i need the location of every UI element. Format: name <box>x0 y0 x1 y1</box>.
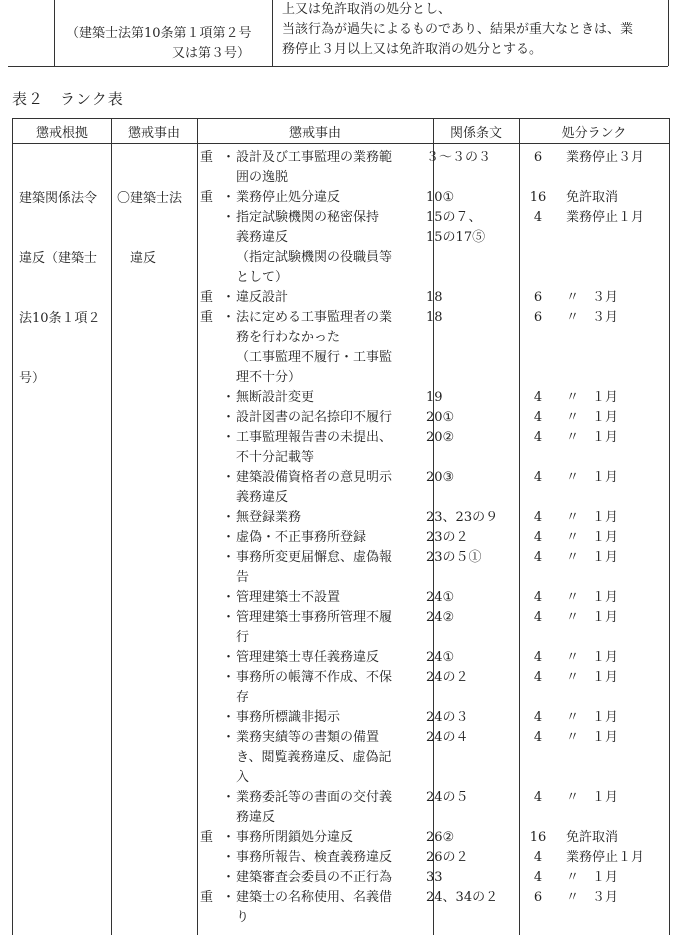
violation-line: 事務所変更届懈怠、虚偽報 <box>236 550 393 565</box>
severity-mark: 重 <box>200 830 214 845</box>
rank-number: 4 <box>533 430 543 445</box>
article-line: 26の２ <box>426 850 469 865</box>
header-basis: 懲戒根拠 <box>35 126 88 141</box>
violation-text <box>236 608 420 648</box>
article-ref <box>426 888 498 908</box>
reason-line: 違反 <box>117 251 157 266</box>
violation-line: 不十分記載等 <box>236 450 315 465</box>
rank-text: 〃 １月 <box>566 430 619 445</box>
rank-text: 〃 １月 <box>566 710 619 725</box>
article-line: 24、34の２ <box>426 890 499 905</box>
rank-text: 〃 １月 <box>566 790 619 805</box>
article-line: 20② <box>426 430 455 445</box>
rank-text: 免許取消 <box>566 830 619 845</box>
prev-text <box>282 0 668 60</box>
violation-line: 事務所閉鎖処分違反 <box>236 830 354 845</box>
article-ref <box>426 828 454 848</box>
violation-line: 事務所標識非掲示 <box>236 710 341 725</box>
basis-line: 法10条１項２ <box>19 311 101 326</box>
article-line: 19 <box>426 390 443 405</box>
rank-number: 4 <box>533 210 543 225</box>
bullet-mark: ・ <box>222 870 236 885</box>
prev-text-line: 上又は免許取消の処分とし、 <box>282 2 452 17</box>
rank-number: 4 <box>533 790 543 805</box>
bullet-mark: ・ <box>222 830 236 845</box>
violation-line: 管理建築士不設置 <box>236 590 341 605</box>
column-divider <box>272 0 273 66</box>
rank-text: 免許取消 <box>566 190 619 205</box>
violation-text <box>236 468 420 508</box>
violation-line: （工事監理不履行・工事監 <box>236 350 393 365</box>
bullet-mark: ・ <box>222 730 236 745</box>
bullet-mark: ・ <box>222 470 236 485</box>
rank-text: 〃 １月 <box>566 590 619 605</box>
violation-line: 入 <box>236 770 250 785</box>
rank-number: 16 <box>529 190 547 205</box>
rank-text: 〃 １月 <box>566 870 619 885</box>
bullet-mark: ・ <box>222 790 236 805</box>
article-ref <box>426 288 443 308</box>
violation-line: 義務違反 <box>236 490 289 505</box>
violation-text <box>236 288 420 308</box>
prev-text-line: 務停止３月以上又は免許取消の処分とする。 <box>282 42 543 57</box>
violation-text <box>236 388 420 408</box>
violation-line: 行 <box>236 630 250 645</box>
article-ref <box>426 648 454 668</box>
bullet-mark: ・ <box>222 210 236 225</box>
rank-text: 〃 １月 <box>566 730 619 745</box>
rank-text: 〃 １月 <box>566 530 619 545</box>
rank-number: 4 <box>533 730 543 745</box>
severity-mark: 重 <box>200 190 214 205</box>
violation-line: として） <box>236 270 289 285</box>
article-ref <box>426 408 454 428</box>
rank-number: 6 <box>533 890 543 905</box>
rank-text: 業務停止１月 <box>566 210 645 225</box>
article-ref <box>426 208 485 248</box>
bullet-mark: ・ <box>222 510 236 525</box>
violation-text <box>236 208 420 288</box>
header-reason: 懲戒事由 <box>127 126 180 141</box>
header-article: 関係条文 <box>449 126 502 141</box>
article-line: 23の２ <box>426 530 469 545</box>
bullet-mark: ・ <box>222 290 236 305</box>
bullet-mark: ・ <box>222 850 236 865</box>
violation-text <box>236 308 420 388</box>
violation-line: 設計及び工事監理の業務範 <box>236 150 393 165</box>
violation-text <box>236 708 420 728</box>
violation-text <box>236 868 420 888</box>
violation-line: 無断設計変更 <box>236 390 315 405</box>
rank-number: 4 <box>533 610 543 625</box>
basis-cell <box>19 149 101 429</box>
article-line: 24① <box>426 650 455 665</box>
column-divider <box>54 0 55 66</box>
bullet-mark: ・ <box>222 410 236 425</box>
rank-number: 4 <box>533 530 543 545</box>
article-ref <box>426 528 469 548</box>
bullet-mark: ・ <box>222 670 236 685</box>
rank-number: 4 <box>533 510 543 525</box>
violation-text <box>236 888 420 928</box>
rank-text: 業務停止１月 <box>566 850 645 865</box>
column-divider <box>668 0 669 66</box>
article-line: 18 <box>426 290 443 305</box>
rank-number: 6 <box>533 310 543 325</box>
violation-line: 義務違反 <box>236 230 289 245</box>
violation-line: り <box>236 910 250 925</box>
bullet-mark: ・ <box>222 390 236 405</box>
violation-text <box>236 668 420 708</box>
column-divider <box>111 119 112 935</box>
prev-note-line2: 又は第３号） <box>172 46 251 61</box>
violation-text <box>236 848 420 868</box>
rank-number: 4 <box>533 590 543 605</box>
violation-text <box>236 728 420 788</box>
violation-line: 設計図書の記名捺印不履行 <box>236 410 393 425</box>
rank-number: 4 <box>533 670 543 685</box>
violation-line: 理不十分） <box>236 370 302 385</box>
article-line: 24の５ <box>426 790 469 805</box>
article-line: 20③ <box>426 470 455 485</box>
violation-line: 告 <box>236 570 250 585</box>
violation-line: 建築設備資格者の意見明示 <box>236 470 393 485</box>
article-ref <box>426 388 443 408</box>
header-rank: 処分ランク <box>561 126 627 141</box>
article-ref <box>426 548 482 568</box>
article-ref <box>426 428 454 448</box>
article-ref <box>426 588 454 608</box>
violation-line: （指定試験機関の役職員等 <box>236 250 393 265</box>
article-line: 15の17⑤ <box>426 230 486 245</box>
prev-text-line: 当該行為が過失によるものであり、結果が重大なときは、業 <box>282 22 634 37</box>
rank-text: 〃 １月 <box>566 670 619 685</box>
violation-line: 違反設計 <box>236 290 289 305</box>
violation-line: 工事監理報告書の未提出、 <box>236 430 393 445</box>
violation-line: 業務停止処分違反 <box>236 190 341 205</box>
article-ref <box>426 868 443 888</box>
article-ref <box>426 468 454 488</box>
article-line: 24の２ <box>426 670 469 685</box>
article-line: ３～３の３ <box>426 150 492 165</box>
previous-table-fragment <box>8 0 668 67</box>
violation-text <box>236 148 420 188</box>
article-ref <box>426 788 469 808</box>
article-line: 26② <box>426 830 455 845</box>
bullet-mark: ・ <box>222 150 236 165</box>
bullet-mark: ・ <box>222 530 236 545</box>
rank-text: 〃 １月 <box>566 510 619 525</box>
violation-line: 建築審査会委員の不正行為 <box>236 870 393 885</box>
article-line: 24① <box>426 590 455 605</box>
severity-mark: 重 <box>200 150 214 165</box>
rank-text: 〃 ３月 <box>566 310 619 325</box>
rank-number: 4 <box>533 870 543 885</box>
rank-text: 〃 １月 <box>566 610 619 625</box>
violation-text <box>236 428 420 468</box>
article-line: 20① <box>426 410 455 425</box>
bullet-mark: ・ <box>222 610 236 625</box>
violation-text <box>236 508 420 528</box>
bullet-mark: ・ <box>222 590 236 605</box>
article-ref <box>426 728 469 748</box>
article-ref <box>426 608 454 628</box>
article-ref <box>426 508 498 528</box>
bullet-mark: ・ <box>222 190 236 205</box>
violation-line: 無登録業務 <box>236 510 302 525</box>
basis-line: 建築関係法令 <box>19 191 98 206</box>
header-reason-detail: 懲戒事由 <box>288 126 341 141</box>
article-line: 24② <box>426 610 455 625</box>
article-ref <box>426 848 469 868</box>
violation-text <box>236 648 420 668</box>
prev-note-line1: （建築士法第10条第１項第２号 <box>66 26 252 41</box>
article-line: 10① <box>426 190 455 205</box>
violation-text <box>236 828 420 848</box>
violation-text <box>236 188 420 208</box>
violation-line: 業務実績等の書類の備置 <box>236 730 380 745</box>
violation-line: 虚偽・不正事務所登録 <box>236 530 367 545</box>
article-line: 24の３ <box>426 710 469 725</box>
basis-line: 違反（建築士 <box>19 251 98 266</box>
bullet-mark: ・ <box>222 310 236 325</box>
rank-number: 6 <box>533 290 543 305</box>
bullet-mark: ・ <box>222 650 236 665</box>
bullet-mark: ・ <box>222 430 236 445</box>
rank-text: 〃 ３月 <box>566 890 619 905</box>
violation-line: 管理建築士事務所管理不履 <box>236 610 393 625</box>
rank-number: 4 <box>533 850 543 865</box>
rank-text: 〃 ３月 <box>566 290 619 305</box>
bullet-mark: ・ <box>222 890 236 905</box>
article-ref <box>426 668 469 688</box>
violation-text <box>236 588 420 608</box>
article-line: 18 <box>426 310 443 325</box>
violation-line: 事務所報告、検査義務違反 <box>236 850 393 865</box>
rank-number: 4 <box>533 390 543 405</box>
violation-line: 務を行わなかった <box>236 330 341 345</box>
rank-text: 〃 １月 <box>566 410 619 425</box>
article-ref <box>426 708 469 728</box>
article-line: 33 <box>426 870 443 885</box>
rank-number: 4 <box>533 550 543 565</box>
violation-text <box>236 528 420 548</box>
article-ref <box>426 148 491 168</box>
severity-mark: 重 <box>200 310 214 325</box>
bullet-mark: ・ <box>222 710 236 725</box>
rank-number: 4 <box>533 710 543 725</box>
violation-line: 事務所の帳簿不作成、不保 <box>236 670 393 685</box>
violation-line: 業務委託等の書面の交付義 <box>236 790 393 805</box>
rank-number: 16 <box>529 830 547 845</box>
basis-line: 号） <box>19 371 46 386</box>
violation-line: 存 <box>236 690 250 705</box>
article-line: 23の５① <box>426 550 482 565</box>
column-divider <box>197 119 198 935</box>
rank-text: 〃 １月 <box>566 650 619 665</box>
table-caption: 表２ ランク表 <box>12 90 124 108</box>
article-line: 24の４ <box>426 730 469 745</box>
violation-text <box>236 548 420 588</box>
rank-text: 〃 １月 <box>566 550 619 565</box>
violation-text <box>236 788 420 828</box>
rank-text: 〃 １月 <box>566 470 619 485</box>
violation-line: 務違反 <box>236 810 276 825</box>
rank-number: 4 <box>533 470 543 485</box>
rank-number: 6 <box>533 150 543 165</box>
violation-line: 囲の逸脱 <box>236 170 289 185</box>
violation-line: き、閲覧義務違反、虚偽記 <box>236 750 392 765</box>
violation-line: 法に定める工事監理者の業 <box>236 310 393 325</box>
reason-cell <box>117 149 182 309</box>
violation-line: 指定試験機関の秘密保持 <box>236 210 380 225</box>
article-line: 15の７、 <box>426 210 482 225</box>
severity-mark: 重 <box>200 290 214 305</box>
violation-line: 建築士の名称使用、名義借 <box>236 890 393 905</box>
bullet-mark: ・ <box>222 550 236 565</box>
severity-mark: 重 <box>200 890 214 905</box>
reason-line: 〇建築士法 <box>117 191 183 206</box>
article-ref <box>426 308 443 328</box>
rank-text: 〃 １月 <box>566 390 619 405</box>
article-line: 23、23の９ <box>426 510 499 525</box>
article-ref <box>426 188 454 208</box>
violation-line: 管理建築士専任義務違反 <box>236 650 380 665</box>
rank-text: 業務停止３月 <box>566 150 645 165</box>
violation-text <box>236 408 420 428</box>
rank-number: 4 <box>533 650 543 665</box>
rank-number: 4 <box>533 410 543 425</box>
